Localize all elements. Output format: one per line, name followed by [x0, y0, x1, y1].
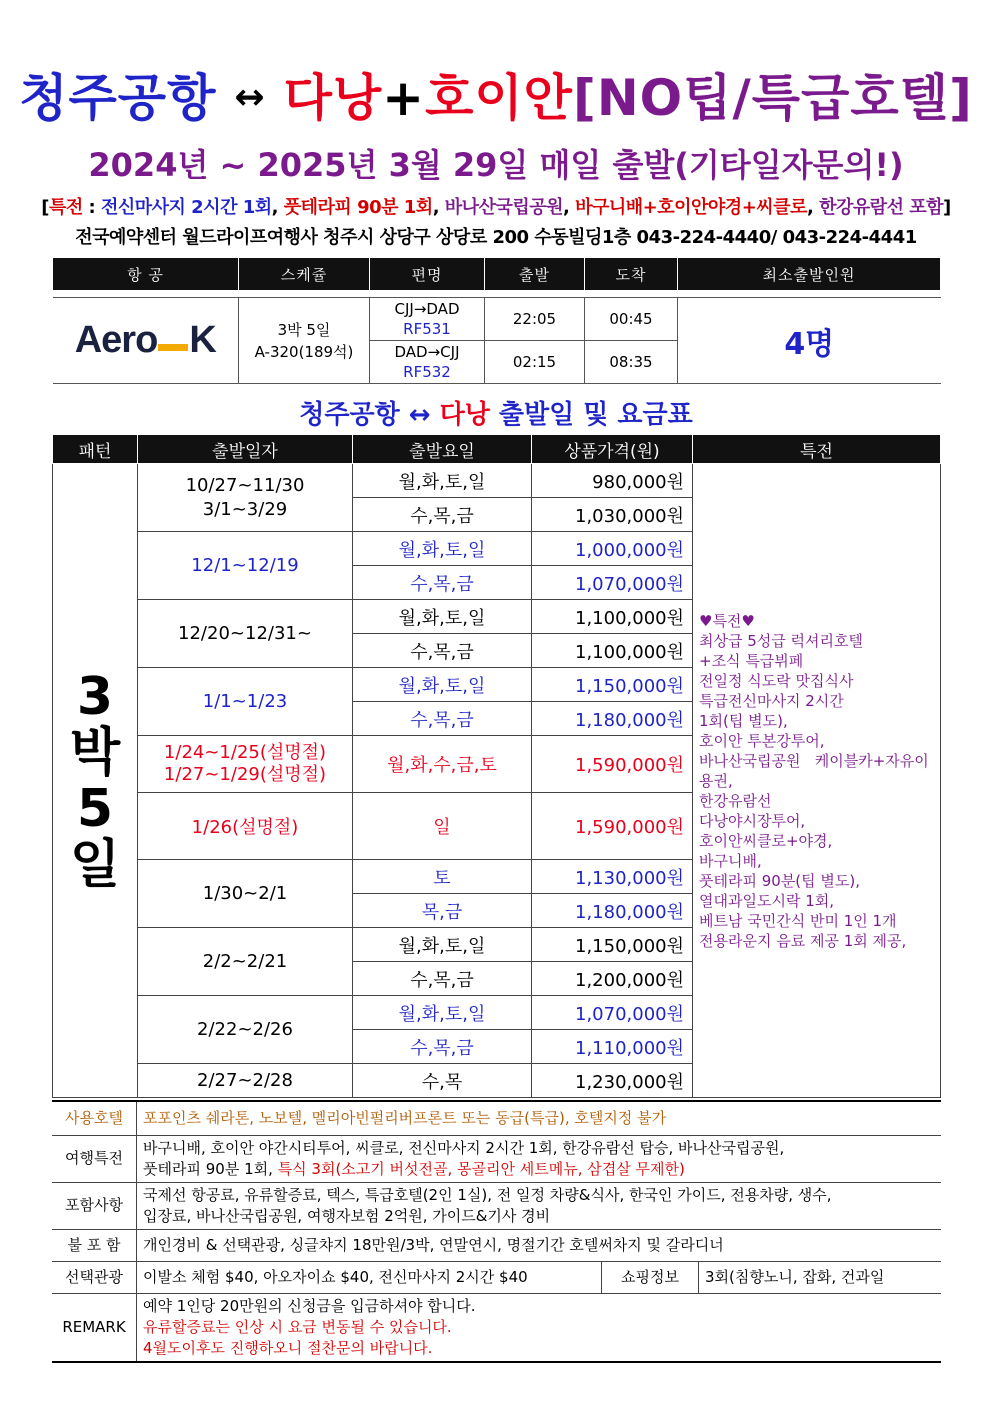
excl-label: 불 포 함	[52, 1229, 137, 1261]
logo-text-left: Aero	[74, 319, 158, 361]
price-cell: 1,000,000원	[532, 532, 693, 566]
fare-title-rest: 출발일 및 요금표	[489, 400, 693, 430]
route: DAD→CJJ	[394, 343, 460, 361]
price-cell: 1,070,000원	[532, 566, 693, 600]
days-cell: 수,목,금	[353, 702, 532, 736]
col-airline: 항 공	[53, 258, 239, 291]
price-cell: 1,590,000원	[532, 793, 693, 860]
flight-number: RF532	[403, 363, 451, 381]
flight-table	[52, 257, 941, 384]
info-table	[52, 1100, 941, 1363]
perks-text	[137, 1135, 942, 1182]
info-row-hotel	[52, 1101, 941, 1135]
price-cell: 980,000원	[532, 464, 693, 498]
days-cell: 월,화,토,일	[353, 464, 532, 498]
hotel-text: 포포인츠 쉐라톤, 노보텔, 멜리아빈펄리버프론트 또는 동급(특급), 호텔지정 불가	[137, 1101, 942, 1135]
date-cell: 2/27~2/28	[138, 1064, 353, 1098]
pattern-cell	[53, 464, 138, 1098]
incl-line: 입장료, 바나산국립공원, 여행자보험 2억원, 가이드&기사 경비	[143, 1206, 551, 1225]
price-cell: 1,070,000원	[532, 996, 693, 1030]
days-cell: 목,금	[353, 894, 532, 928]
info-row-remark	[52, 1293, 941, 1362]
pattern-char: 일	[69, 834, 121, 895]
days-cell: 토	[353, 860, 532, 894]
title-plus: +	[382, 69, 426, 127]
remark-line: 유류할증료는 인상 시 요금 변동될 수 있습니다.	[143, 1317, 452, 1336]
incl-line: 국제선 항공료, 유류할증료, 텍스, 특급호텔(2인 1실), 전 일정 차량&식사, 한국인 가이드, 전용차량, 생수,	[143, 1185, 832, 1204]
col-schedule: 스케쥴	[239, 258, 370, 291]
remark-text	[137, 1293, 942, 1362]
days-cell: 월,화,토,일	[353, 928, 532, 962]
date-cell: 2/22~2/26	[138, 996, 353, 1064]
days-cell: 월,화,토,일	[353, 996, 532, 1030]
flight-header-row	[53, 258, 941, 291]
benefit-label: 특전	[48, 197, 83, 218]
benefit-4: 바구니배+호이안야경+씨클로	[575, 197, 807, 218]
benefit-line	[0, 193, 992, 219]
days-cell: 일	[353, 793, 532, 860]
days-cell: 수,목,금	[353, 566, 532, 600]
days-cell: 월,화,토,일	[353, 668, 532, 702]
title-origin: 청주공항	[19, 69, 217, 127]
price-cell: 1,100,000원	[532, 634, 693, 668]
benefit-item: 바나산국립공원 케이블카+자유이	[699, 751, 929, 770]
col-arrive: 도착	[585, 258, 678, 291]
col-min-pax: 최소출발인원	[678, 258, 941, 291]
price-cell: 1,230,000원	[532, 1064, 693, 1098]
depart-time: 02:15	[485, 341, 585, 384]
flight-row	[53, 298, 941, 341]
perks-line: 바구니배, 호이안 야간시티투어, 씨클로, 전신마사지 2시간 1회, 한강유람선 탑승, 바나산국립공원,	[143, 1138, 785, 1157]
shop-text: 3회(침향노니, 잡화, 건과일	[699, 1261, 942, 1293]
benefit-item: 호이안 투본강투어,	[699, 731, 825, 750]
schedule-aircraft: A-320(189석)	[254, 342, 354, 361]
flight-cell	[370, 341, 485, 384]
date-cell: 1/30~2/1	[138, 860, 353, 928]
perks-special: 특식 3회(소고기 버섯전골, 몽골리안 세트메뉴, 삼겹살 무제한)	[277, 1159, 685, 1178]
benefit-item: 다낭야시장투어,	[699, 811, 806, 830]
price-cell: 1,030,000원	[532, 498, 693, 532]
price-cell: 1,200,000원	[532, 962, 693, 996]
days-cell: 월,화,수,금,토	[353, 736, 532, 793]
incl-label: 포함사항	[52, 1182, 137, 1229]
airline-logo	[53, 298, 239, 384]
pattern-char: 5	[76, 778, 114, 839]
benefit-3: 바나산국립공원	[444, 197, 564, 218]
benefit-item: 한강유람선	[699, 791, 772, 810]
col-benefits: 특전	[693, 435, 941, 464]
depart-time: 22:05	[485, 298, 585, 341]
benefit-colon: :	[82, 197, 101, 218]
schedule-nights: 3박 5일	[277, 320, 331, 339]
date-cell: 2/2~2/21	[138, 928, 353, 996]
date-cell	[138, 464, 353, 532]
days-cell: 수,목,금	[353, 498, 532, 532]
benefit-item: 전용라운지 음료 제공 1회 제공,	[699, 931, 907, 950]
date-cell: 12/1~12/19	[138, 532, 353, 600]
price-cell: 1,150,000원	[532, 668, 693, 702]
days-cell: 수,목,금	[353, 962, 532, 996]
agency-info: 전국예약센터 월드라이프여행사 청주시 상당구 상당로 200 수동빌딩1층 043-224-4440/ 043-224-4441	[75, 227, 917, 248]
subtitle: 2024년 ~ 2025년 3월 29일 매일 출발(기타일자문의!)	[88, 146, 904, 184]
benefit-item: ♥특전♥	[699, 611, 755, 630]
table-row	[53, 464, 941, 498]
col-dates: 출발일자	[138, 435, 353, 464]
logo-bar-icon	[158, 344, 188, 351]
excl-text: 개인경비 & 선택관광, 싱글챠지 18만원/3박, 연말연시, 명절기간 호텔써차지 및 갈라디너	[137, 1229, 942, 1261]
arrive-time: 08:35	[585, 341, 678, 384]
col-pattern: 패턴	[53, 435, 138, 464]
route: CJJ→DAD	[394, 300, 460, 318]
flight-cell	[370, 298, 485, 341]
benefit-item: 풋테라피 90분(팁 별도),	[699, 871, 861, 890]
comma: ,	[806, 197, 820, 218]
incl-text	[137, 1182, 942, 1229]
title-dest1: 다낭	[283, 69, 383, 127]
schedule-cell	[239, 298, 370, 384]
info-row-excluded	[52, 1229, 941, 1261]
comma: ,	[271, 197, 284, 218]
arrive-time: 00:45	[585, 298, 678, 341]
date-range: 1/27~1/29(설명절)	[163, 764, 327, 785]
bracket-close: ]	[943, 197, 951, 218]
fare-title	[0, 394, 992, 431]
price-cell: 1,180,000원	[532, 702, 693, 736]
days-cell: 수,목	[353, 1064, 532, 1098]
price-cell: 1,130,000원	[532, 860, 693, 894]
fare-header-row	[53, 435, 941, 464]
benefit-item: 용권,	[699, 771, 733, 790]
info-row-perks	[52, 1135, 941, 1182]
fare-title-dest: 다낭	[439, 400, 490, 430]
price-cell: 1,110,000원	[532, 1030, 693, 1064]
remark-line: 예약 1인당 20만원의 신청금을 입금하셔야 합니다.	[143, 1296, 476, 1315]
benefit-2: 풋테라피 90분 1회	[283, 197, 433, 218]
perks-label: 여행특전	[52, 1135, 137, 1182]
title-dest2: 호이안	[425, 69, 573, 127]
perks-part: 풋테라피 90분 1회,	[143, 1159, 278, 1178]
benefit-5: 한강유람선 포함	[819, 197, 944, 218]
benefit-item: 1회(팁 별도),	[699, 711, 788, 730]
col-days: 출발요일	[353, 435, 532, 464]
logo-text-right: K	[189, 319, 216, 361]
remark-label: REMARK	[52, 1293, 137, 1362]
min-pax: 4명	[678, 298, 941, 384]
days-cell: 수,목,금	[353, 1030, 532, 1064]
price-cell: 1,590,000원	[532, 736, 693, 793]
comma: ,	[432, 197, 445, 218]
shop-label: 쇼핑정보	[602, 1261, 699, 1293]
bracket-open: [	[41, 197, 49, 218]
days-cell: 월,화,토,일	[353, 600, 532, 634]
price-cell: 1,180,000원	[532, 894, 693, 928]
date-cell: 1/1~1/23	[138, 668, 353, 736]
benefit-item: 최상급 5성급 럭셔리호텔	[699, 631, 863, 650]
fare-title-origin: 청주공항 ↔	[299, 400, 440, 430]
benefits-cell	[693, 464, 941, 1098]
date-cell: 1/26(설명절)	[138, 793, 353, 860]
days-cell: 월,화,토,일	[353, 532, 532, 566]
col-flight-no: 편명	[370, 258, 485, 291]
fare-table	[52, 434, 941, 1098]
benefit-item: 바구니배,	[699, 851, 762, 870]
date-cell	[138, 736, 353, 793]
hotel-label: 사용호텔	[52, 1101, 137, 1135]
perks-line	[143, 1159, 935, 1180]
comma: ,	[563, 197, 576, 218]
price-cell: 1,150,000원	[532, 928, 693, 962]
info-row-included	[52, 1182, 941, 1229]
date-cell: 12/20~12/31~	[138, 600, 353, 668]
option-text: 이발소 체험 $40, 아오자이쇼 $40, 전신마사지 2시간 $40	[137, 1261, 602, 1293]
date-range: 3/1~3/29	[202, 498, 288, 520]
pattern-char: 박	[69, 722, 121, 783]
date-range: 1/24~1/25(설명절)	[163, 742, 327, 763]
date-range: 10/27~11/30	[185, 474, 305, 496]
pattern-char: 3	[76, 666, 114, 727]
benefit-item: +조식 특급뷔페	[699, 651, 804, 670]
flight-number: RF531	[403, 320, 451, 338]
benefit-1: 전신마사지 2시간 1회	[100, 197, 272, 218]
price-cell: 1,100,000원	[532, 600, 693, 634]
title-arrow: ↔	[234, 77, 266, 118]
col-depart: 출발	[485, 258, 585, 291]
title-tag: [NO팁/특급호텔]	[572, 69, 973, 127]
benefit-item: 베트남 국민간식 반미 1인 1개	[699, 911, 897, 930]
benefit-item: 열대과일도시락 1회,	[699, 891, 835, 910]
info-row-options	[52, 1261, 941, 1293]
benefit-item: 특급전신마사지 2시간	[699, 691, 844, 710]
col-price: 상품가격(원)	[532, 435, 693, 464]
days-cell: 수,목,금	[353, 634, 532, 668]
remark-line: 4월도이후도 진행하오니 절찬문의 바랍니다.	[143, 1338, 433, 1357]
option-label: 선택관광	[52, 1261, 137, 1293]
benefit-item: 전일정 식도락 맛집식사	[699, 671, 854, 690]
page-title	[0, 58, 992, 130]
benefit-item: 호이안씨클로+야경,	[699, 831, 833, 850]
